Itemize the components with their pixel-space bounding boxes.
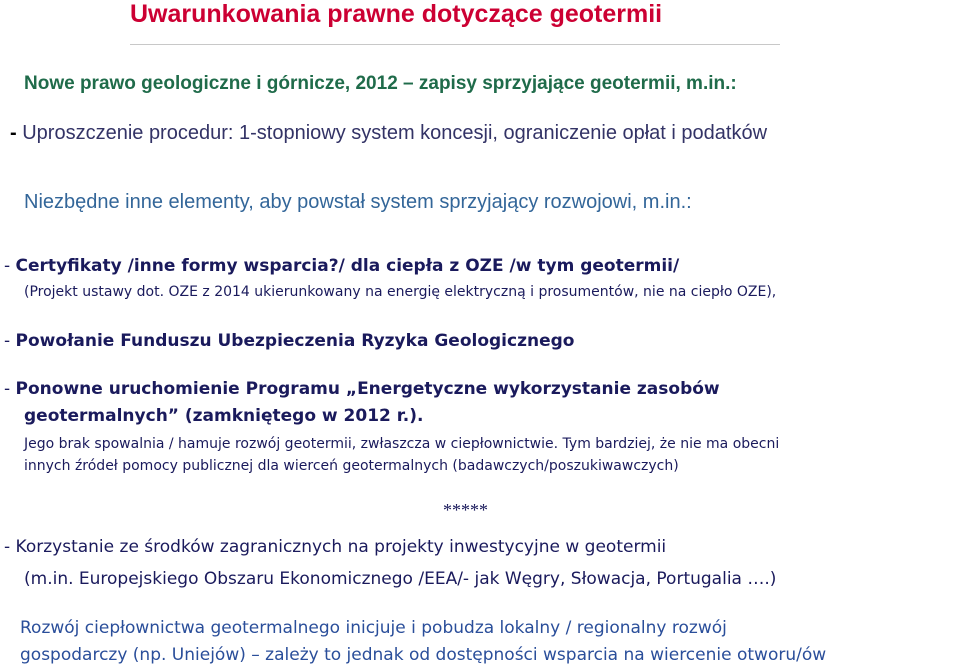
bullet-dash: - [4,256,16,276]
closing-line2: gospodarczy (np. Uniejów) – zależy to jednak od dostępności wsparcia na wiercenie otworu/ów [20,645,827,665]
item-foreign-funds-line1: Korzystanie ze środków zagranicznych na projekty inwestycyjne w geotermii [15,537,667,557]
item-certificates-note: (Projekt ustawy dot. OZE z 2014 ukierunkowany na energię elektryczną i prosumentów, nie na ciepło OZE), [24,284,777,300]
bullet-dash: - [4,379,16,399]
bullet-dash: - [4,537,16,557]
item-program-note2: innych źródeł pomocy publicznej dla wierceń geotermalnych (badawczych/poszukiwawczych) [24,458,679,474]
point-simplification-text: Uproszczenie procedur: 1-stopniowy system koncesji, ograniczenie opłat i podatków [22,122,768,144]
subtitle: Nowe prawo geologiczne i górnicze, 2012 – zapisy sprzyjające geotermii, m.in.: [24,73,737,94]
needs-heading: Niezbędne inne elementy, aby powstał system sprzyjający rozwojowi, m.in.: [24,191,692,213]
item-program-line2: geotermalnych” (zamkniętego w 2012 r.). [24,406,424,426]
item-program-line1: Ponowne uruchomienie Programu „Energetyczne wykorzystanie zasobów [15,379,720,399]
item-program [4,379,720,399]
bullet-dash: - [10,122,23,144]
item-certificates [4,256,679,276]
closing-line1: Rozwój ciepłownictwa geotermalnego inicjuje i pobudza lokalny / regionalny rozwój [20,618,727,638]
item-program-note1: Jego brak spowalnia / hamuje rozwój geotermii, zwłaszcza w ciepłownictwie. Tym bardziej, że nie ma obecni [24,436,780,452]
title-divider [130,44,780,45]
item-foreign-funds-line2: (m.in. Europejskiego Obszaru Ekonomicznego /EEA/- jak Węgry, Słowacja, Portugalia ….) [24,569,777,589]
item-insurance-fund-text: Powołanie Funduszu Ubezpieczenia Ryzyka Geologicznego [15,331,575,351]
separator-stars: ***** [443,500,488,520]
item-insurance-fund [4,331,574,351]
item-foreign-funds [4,537,666,557]
item-certificates-text: Certyfikaty /inne formy wsparcia?/ dla ciepła z OZE /w tym geotermii/ [15,256,680,276]
page-title: Uwarunkowania prawne dotyczące geotermii [130,0,663,28]
bullet-dash: - [4,331,16,351]
point-simplification [10,122,767,145]
